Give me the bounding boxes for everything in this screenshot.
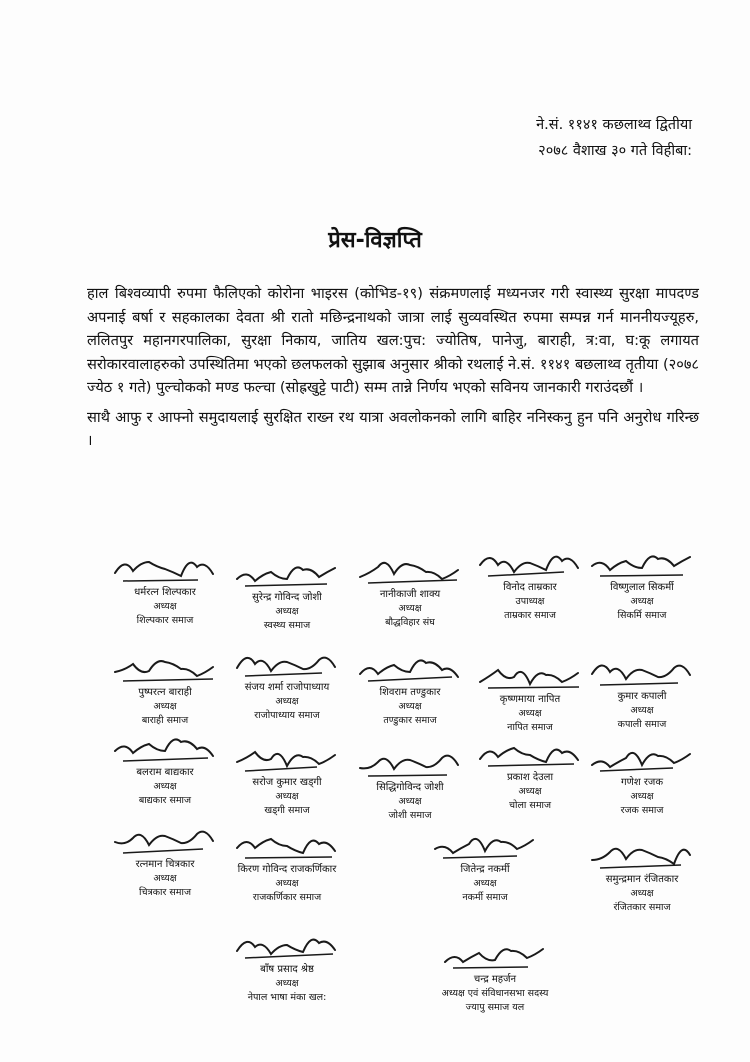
handwritten-signature — [105, 820, 225, 856]
signatory-title: अध्यक्ष — [153, 601, 177, 612]
signatory-21 — [420, 935, 570, 1015]
signatory-org: तण्डुकार समाज — [383, 715, 437, 726]
dateline-bikram-sambat: २०७८ वैशाख ३० गते विहीबा: — [538, 143, 692, 159]
signatory-name: सुरेन्द्र गोविन्द जोशी — [252, 592, 322, 603]
signatory-name: रत्नमान चित्रकार — [135, 859, 195, 870]
handwritten-signature — [582, 738, 702, 774]
signatory-5 — [567, 543, 717, 623]
signatory-name: समुन्द्रमान रंजितकार — [605, 874, 679, 885]
signatory-title: अध्यक्ष — [398, 701, 422, 712]
handwritten-signature — [582, 835, 702, 871]
handwritten-signature — [227, 643, 347, 679]
signatory-org: चोला समाज — [508, 800, 552, 811]
signatory-org: बाराही समाज — [141, 715, 189, 726]
body-text — [87, 282, 699, 459]
signatory-title: अध्यक्ष — [275, 791, 299, 802]
signatory-name: किरण गोविन्द राजकर्णिकार — [237, 864, 337, 875]
handwritten-signature — [435, 935, 555, 971]
signatory-18 — [410, 825, 560, 905]
handwritten-signature — [582, 543, 702, 579]
signatory-name: विनोद ताम्रकार — [503, 582, 557, 593]
signatory-org: राजोपाध्याय समाज — [254, 710, 320, 721]
signatory-org: चित्रकार समाज — [138, 887, 191, 898]
dateline-nepal-sambat: ने.सं. ११४१ कछलाथ्व द्वितीया — [536, 117, 692, 133]
signatory-title: अध्यक्ष — [630, 791, 654, 802]
signatory-title: अध्यक्ष — [398, 796, 422, 807]
signatory-name: गणेश रजक — [620, 777, 664, 788]
handwritten-signature — [227, 738, 347, 774]
handwritten-signature — [105, 648, 225, 684]
signatory-name: कृष्णमाया नापित — [499, 694, 561, 705]
signatory-org: नेपाल भाषा मंका खल: — [247, 992, 327, 1003]
handwritten-signature — [582, 652, 702, 688]
signatory-title: अध्यक्ष — [630, 888, 654, 899]
handwritten-signature — [105, 548, 225, 584]
signatory-name: विष्णुलाल सिकर्मी — [610, 582, 674, 593]
signatory-title: अध्यक्ष एवं संविधानसभा सदस्य — [441, 988, 549, 999]
signatory-org: कपाली समाज — [617, 719, 667, 730]
signatory-name: धर्मरत्न शिल्पकार — [134, 587, 196, 598]
signatory-title: उपाध्यक्ष — [515, 596, 545, 607]
signatory-title: अध्यक्ष — [153, 873, 177, 884]
signatory-17 — [212, 825, 362, 905]
signatory-org: रंजितकार समाज — [613, 902, 671, 913]
signatory-name: पुष्परत्न बाराही — [138, 687, 192, 698]
signatory-org: राजकर्णिकार समाज — [252, 892, 322, 903]
signatory-org: शिल्पकार समाज — [136, 615, 194, 626]
signatory-title: अध्यक्ष — [275, 878, 299, 889]
signatory-name: बाँष प्रसाद श्रेष्ठ — [260, 964, 314, 975]
paragraph-announcement: हाल बिश्वव्यापी रुपमा फैलिएको कोरोना भाइरस (कोभिड-१९) संक्रमणलाई मध्यनजर गरी स्वास्थ्य सुरक्षा मापदण्ड अपनाई बर्षा र सहकालका देवता श्री रातो मछिन्द्रनाथको जात्रा लाई सुव्यवस्थित रुपमा सम्पन्न गर्न माननीयज्यूहरु, ललितपुर महानगरपालिका, सुरक्षा निकाय, जातिय खल:पुच: ज्योतिष, पानेजु, बाराही, त्र:वा, घ:कू लगायत सरोकारवालाहरुको उपस्थितिमा भएको छलफलको सुझाब अनुसार श्रीको रथलाई ने.सं. ११४१ बछलाथ्व तृतीया (२०७८ ज्येठ १ गते) पुल्चोकको मण्ड फल्चा (सोह्रखुट्टे पाटी) सम्म तान्ने निर्णय भएको सविनय जानकारी गराउंदछौं । — [87, 285, 699, 396]
signatory-name: शिवराम तण्डुकार — [379, 687, 441, 698]
signatory-org: रजक समाज — [620, 805, 664, 816]
signatory-org: बौद्धविहार संघ — [385, 617, 435, 628]
signatory-title: अध्यक्ष — [518, 786, 542, 797]
signatory-name: जितेन्द्र नकर्मी — [460, 864, 510, 875]
handwritten-signature — [227, 553, 347, 589]
signatory-org: बाद्यकार समाज — [138, 795, 192, 806]
signatory-title: अध्यक्ष — [153, 781, 177, 792]
signatory-title: अध्यक्ष — [275, 606, 299, 617]
signatory-title: अध्यक्ष — [153, 701, 177, 712]
signatory-name: प्रकाश देउला — [506, 772, 554, 783]
handwritten-signature — [227, 825, 347, 861]
signatory-title: अध्यक्ष — [630, 596, 654, 607]
signatory-org: ताम्रकार समाज — [504, 610, 556, 621]
signatory-title: अध्यक्ष — [630, 705, 654, 716]
signatory-name: चन्द्र महर्जन — [473, 974, 517, 985]
signatory-20 — [212, 925, 362, 1005]
handwritten-signature — [105, 728, 225, 764]
signatory-10 — [567, 652, 717, 732]
handwritten-signature — [350, 648, 470, 684]
signatory-title: अध्यक्ष — [518, 708, 542, 719]
dateline — [536, 112, 692, 164]
signatory-org: स्वस्थ्य समाज — [263, 620, 311, 631]
signatory-name: सरोज कुमार खड्गी — [252, 777, 322, 788]
handwritten-signature — [350, 550, 470, 586]
signatory-org: सिकर्मि समाज — [617, 610, 667, 621]
signatory-title: अध्यक्ष — [473, 878, 497, 889]
signatory-org: नकर्मी समाज — [462, 892, 508, 903]
signatory-org: खड्गी समाज — [264, 805, 310, 816]
signatory-title: अध्यक्ष — [275, 696, 299, 707]
signatory-15 — [567, 738, 717, 818]
handwritten-signature — [350, 743, 470, 779]
handwritten-signature — [227, 925, 347, 961]
signatory-19 — [567, 835, 717, 915]
page-title: प्रेस-विज्ञप्ति — [328, 228, 422, 253]
signatory-name: संजय शर्मा राजोपाध्याय — [244, 682, 330, 693]
signatory-name: बलराम बाद्यकार — [136, 767, 194, 778]
handwritten-signature — [425, 825, 545, 861]
signatory-title: अध्यक्ष — [398, 603, 422, 614]
paragraph-request: साथै आफु र आफ्नो समुदायलाई सुरक्षित राख्न रथ यात्रा अवलोकनको लागि बाहिर ननिस्कनु हुन पनि अनुरोध गरिन्छ । — [87, 408, 699, 449]
signatory-name: नानीकाजी शाक्य — [379, 589, 441, 600]
signatory-title: अध्यक्ष — [275, 978, 299, 989]
signatory-name: सिद्धिगोविन्द जोशी — [376, 782, 444, 793]
signatory-org: ज्यापु समाज यल — [465, 1002, 525, 1013]
signatory-name: कुमार कपाली — [617, 691, 667, 702]
signatory-org: जोशी समाज — [388, 810, 432, 821]
signatory-org: नापित समाज — [507, 722, 553, 733]
